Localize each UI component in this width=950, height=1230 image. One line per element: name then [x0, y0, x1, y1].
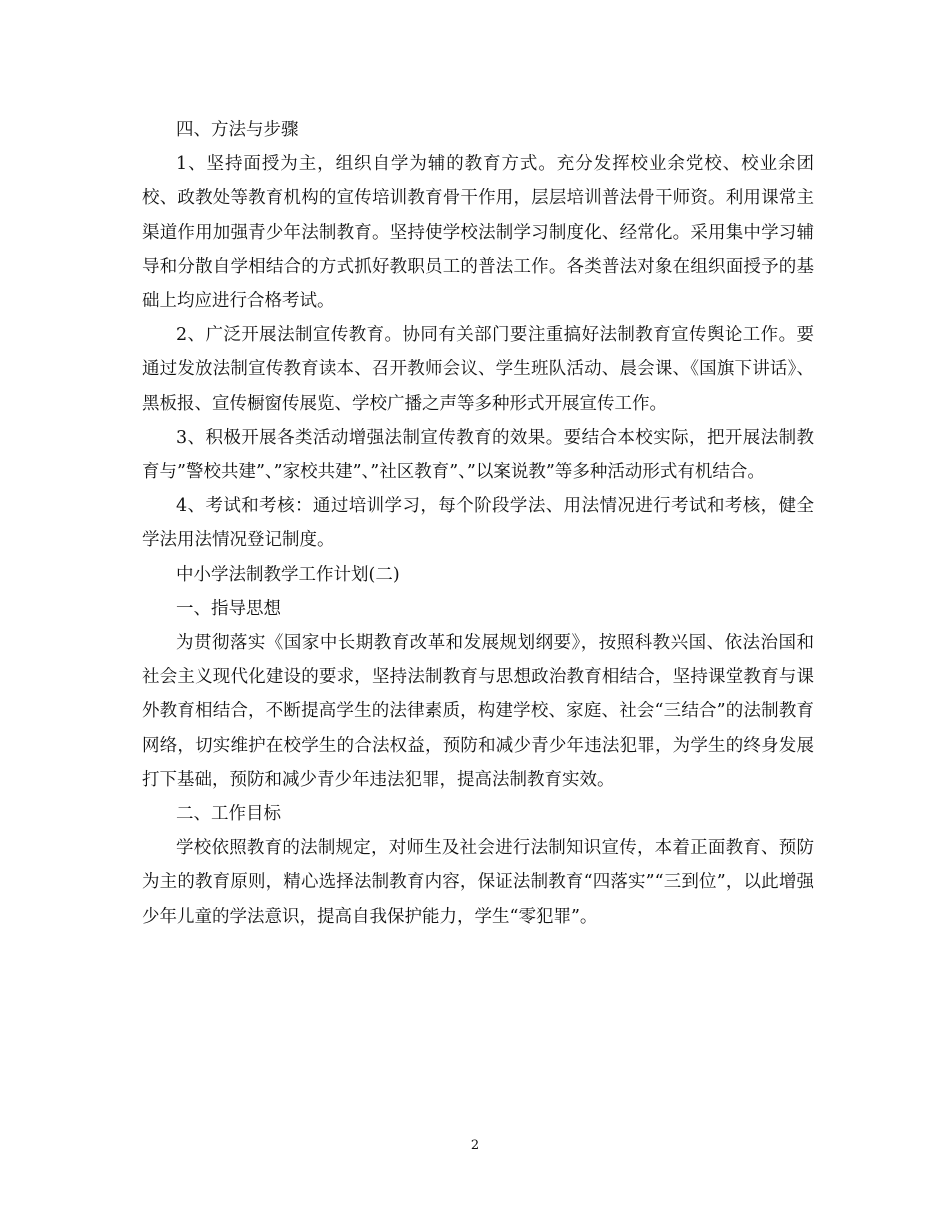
paragraph-item-4: 4、考试和考核：通过培训学习，每个阶段学法、用法情况进行考试和考核，健全学法用法情况登记制度。 [142, 496, 814, 551]
paragraph-item-1: 1、坚持面授为主，组织自学为辅的教育方式。充分发挥校业余党校、校业余团校、政教处等教育机构的宣传培训教育骨干作用，层层培训普法骨干师资。利用课常主渠道作用加强青少年法制教育。坚持使学校法制学习制度化、经常化。采用集中学习辅导和分散自学相结合的方式抓好教职员工的普法工作。各类普法对象在组织面授予的基础上均应进行合格考试。 [142, 154, 814, 312]
paragraph-item-3: 3、积极开展各类活动增强法制宣传教育的效果。要结合本校实际，把开展法制教育与”警校共建”、”家校共建”、”社区教育”、”以案说教”等多种活动形式有机结合。 [142, 427, 814, 483]
section-heading-guiding-ideology: 一、指导思想 [176, 598, 281, 619]
section-heading-work-goals: 二、工作目标 [176, 804, 281, 825]
page-number: 2 [470, 1138, 480, 1153]
document-subtitle: 中小学法制教学工作计划(二) [176, 564, 400, 585]
paragraph-item-2: 2、广泛开展法制宣传教育。协同有关部门要注重搞好法制教育宣传舆论工作。要通过发放法制宣传教育读本、召开教师会议、学生班队活动、晨会课、《国旗下讲话》、黑板报、宣传橱窗传展览、学校广播之声等多种形式开展宣传工作。 [142, 325, 814, 414]
paragraph-guiding-ideology: 为贯彻落实《国家中长期教育改革和发展规划纲要》，按照科教兴国、依法治国和社会主义现代化建设的要求，坚持法制教育与思想政治教育相结合，坚持课堂教育与课外教育相结合，不断提高学生的法律素质，构建学校、家庭、社会“三结合”的法制教育网络，切实维护在校学生的合法权益，预防和减少青少年违法犯罪，为学生的终身发展打下基础，预防和减少青少年违法犯罪，提高法制教育实效。 [142, 633, 814, 790]
document-page [142, 113, 814, 934]
paragraph-work-goals: 学校依照教育的法制规定，对师生及社会进行法制知识宣传，本着正面教育、预防为主的教育原则，精心选择法制教育内容，保证法制教育“四落实”“三到位”，以此增强少年儿童的学法意识，提高自我保护能力，学生“零犯罪”。 [142, 838, 814, 927]
section-heading-methods: 四、方法与步骤 [176, 120, 299, 140]
